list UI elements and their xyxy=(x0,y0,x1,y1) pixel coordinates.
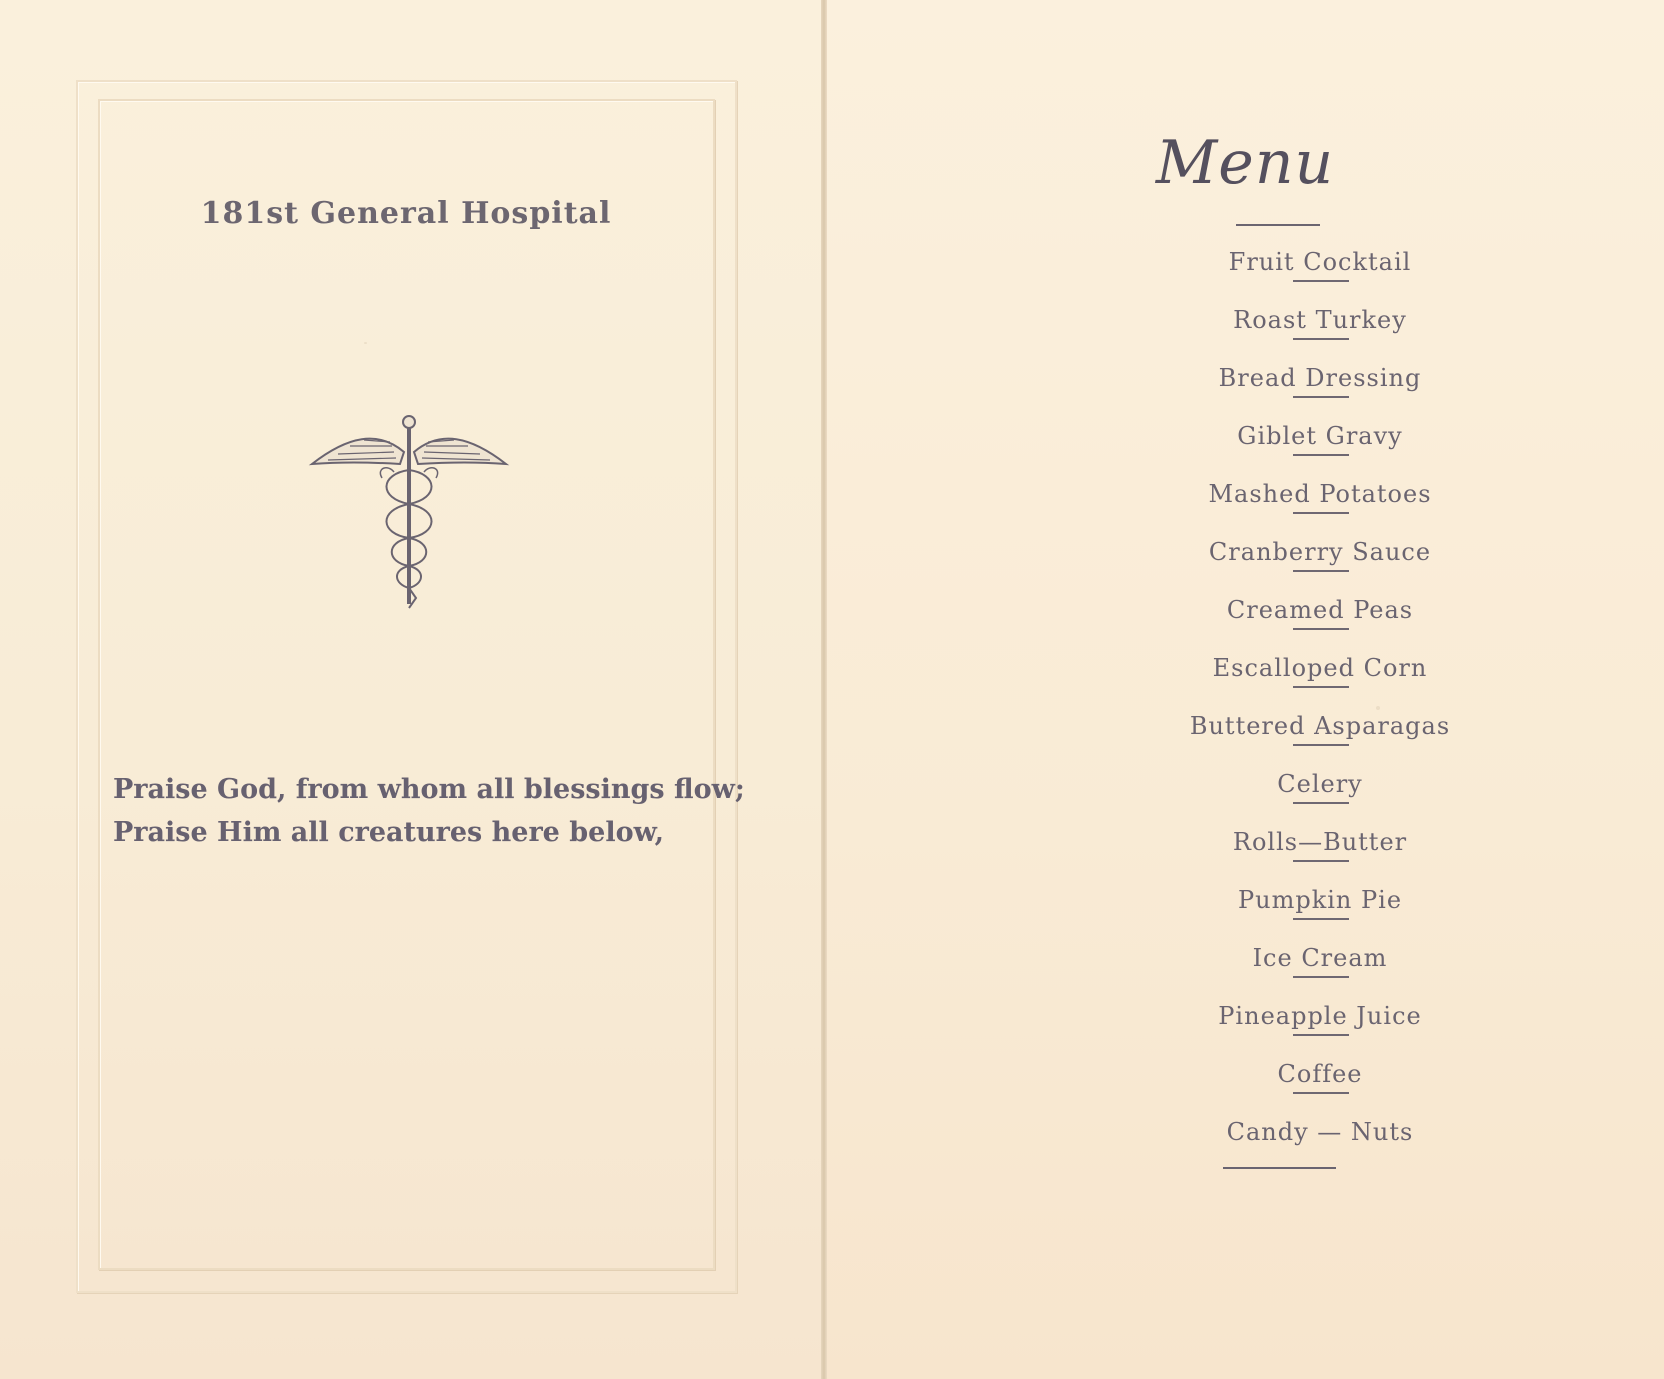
menu-item xyxy=(1080,802,1560,860)
menu-item xyxy=(1080,628,1560,686)
menu-item-label: Creamed Peas xyxy=(1226,596,1414,624)
menu-item-label: Ice Cream xyxy=(1252,944,1388,972)
menu-item xyxy=(1080,396,1560,454)
menu-item xyxy=(1080,860,1560,918)
menu-item-label: Rolls—Butter xyxy=(1232,828,1408,856)
menu-list xyxy=(1080,222,1560,1150)
doxology-text xyxy=(113,768,745,854)
menu-item-label: Roast Turkey xyxy=(1233,306,1407,334)
menu-item-label: Bread Dressing xyxy=(1218,364,1422,392)
menu-item xyxy=(1080,222,1560,280)
menu-item xyxy=(1080,454,1560,512)
doxology-line: Praise God, from whom all blessings flow; xyxy=(113,774,745,805)
hospital-title: 181st General Hospital xyxy=(200,196,612,231)
menu-item-label: Candy — Nuts xyxy=(1226,1118,1414,1146)
divider-rule xyxy=(1223,1167,1336,1169)
menu-item-label: Coffee xyxy=(1277,1060,1363,1088)
menu-item xyxy=(1080,280,1560,338)
center-fold xyxy=(821,0,827,1379)
menu-item xyxy=(1080,918,1560,976)
paper-speck xyxy=(364,342,367,344)
menu-item xyxy=(1080,1034,1560,1092)
menu-title-text: Menu xyxy=(1155,128,1335,198)
menu-item xyxy=(1080,570,1560,628)
menu-item-label: Cranberry Sauce xyxy=(1208,538,1432,566)
menu-title xyxy=(826,128,1664,198)
embossed-frame-inner xyxy=(98,99,715,1270)
menu-item xyxy=(1080,512,1560,570)
menu-item-label: Celery xyxy=(1277,770,1363,798)
menu-item-label: Giblet Gravy xyxy=(1237,422,1403,450)
menu-item-label: Buttered Asparagas xyxy=(1189,712,1451,740)
paper-speck xyxy=(1376,706,1380,710)
menu-item xyxy=(1080,686,1560,744)
menu-item xyxy=(1080,338,1560,396)
caduceus-icon xyxy=(308,412,510,612)
menu-item-label: Mashed Potatoes xyxy=(1208,480,1432,508)
menu-item xyxy=(1080,1092,1560,1150)
menu-item-label: Fruit Cocktail xyxy=(1228,248,1412,276)
menu-item xyxy=(1080,976,1560,1034)
menu-item-label: Escalloped Corn xyxy=(1212,654,1428,682)
menu-item xyxy=(1080,744,1560,802)
menu-item-label: Pumpkin Pie xyxy=(1237,886,1403,914)
menu-item-label: Pineapple Juice xyxy=(1218,1002,1422,1030)
doxology-line: Praise Him all creatures here below, xyxy=(113,817,665,848)
